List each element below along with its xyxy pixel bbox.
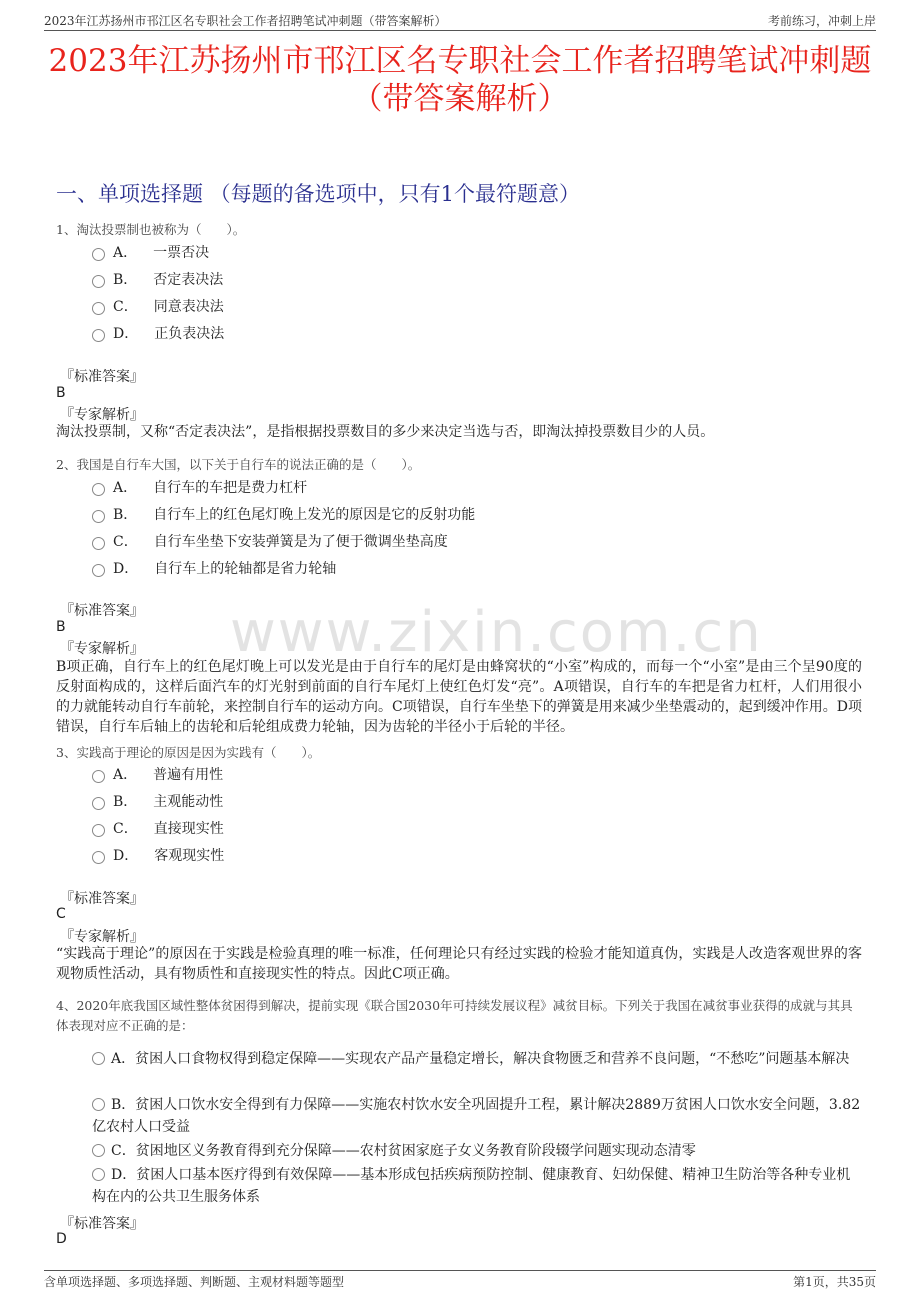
option-letter: D． bbox=[113, 848, 139, 864]
option-letter: C． bbox=[113, 534, 138, 550]
question-stem: 1、淘汰投票制也被称为（ ）。 bbox=[56, 222, 246, 237]
answer-value: C bbox=[56, 906, 66, 922]
option-text: 贫困地区义务教育得到充分保障——农村贫困家庭子女义务教育阶段辍学问题实现动态清零 bbox=[135, 1143, 696, 1159]
radio-icon[interactable] bbox=[92, 302, 105, 315]
page-footer bbox=[44, 1270, 876, 1291]
analysis-label: 『专家解析』 bbox=[60, 407, 144, 423]
option-c[interactable] bbox=[92, 531, 448, 553]
answer-value: B bbox=[56, 385, 66, 401]
option-letter: B． bbox=[113, 794, 138, 810]
radio-icon[interactable] bbox=[92, 797, 105, 810]
option-letter: B． bbox=[113, 272, 138, 288]
option-letter: A． bbox=[113, 245, 138, 261]
radio-icon[interactable] bbox=[92, 1052, 105, 1065]
answer-label: 『标准答案』 bbox=[60, 1216, 144, 1232]
radio-icon[interactable] bbox=[92, 275, 105, 288]
option-letter: C． bbox=[113, 299, 138, 315]
option-text: 客观现实性 bbox=[154, 848, 225, 864]
option-text: 贫困人口食物权得到稳定保障——实现农产品产量稳定增长，解决食物匮乏和营养不良问题，“不愁吃”问题基本解决 bbox=[135, 1051, 850, 1067]
answer-label: 『标准答案』 bbox=[60, 369, 144, 385]
option-c[interactable] bbox=[92, 296, 224, 318]
watermark: www.zixin.com.cn bbox=[230, 600, 763, 665]
option-c[interactable] bbox=[92, 1140, 862, 1162]
option-a[interactable] bbox=[92, 764, 223, 786]
option-letter: B． bbox=[113, 507, 138, 523]
option-text: 正负表决法 bbox=[154, 326, 225, 342]
option-letter: D． bbox=[113, 326, 139, 342]
option-letter: C． bbox=[111, 1143, 136, 1159]
title-line-2: （带答案解析） bbox=[351, 81, 569, 117]
analysis-text: 淘汰投票制，又称“否定表决法”，是指根据投票数目的多少来决定当选与否，即淘汰掉投票数目少的人员。 bbox=[56, 424, 715, 440]
option-text: 贫困人口饮水安全得到有力保障——实施农村饮水安全巩固提升工程，累计解决2889万贫困人口饮水安全问题，3.82亿农村人口受益 bbox=[92, 1097, 861, 1135]
question-stem: 4、2020年底我国区域性整体贫困得到解决，提前实现《联合国2030年可持续发展议程》减贫目标。下列关于我国在减贫事业获得的成就与其具体表现对应不正确的是： bbox=[56, 998, 853, 1033]
option-text: 自行车坐垫下安装弹簧是为了便于微调坐垫高度 bbox=[153, 534, 448, 550]
title-line-1: 2023年江苏扬州市邗江区名专职社会工作者招聘笔试冲刺题 bbox=[48, 43, 872, 79]
option-letter: C． bbox=[113, 821, 138, 837]
radio-icon[interactable] bbox=[92, 851, 105, 864]
answer-label: 『标准答案』 bbox=[60, 603, 144, 619]
answer-value: D bbox=[56, 1231, 67, 1247]
radio-icon[interactable] bbox=[92, 564, 105, 577]
option-letter: B． bbox=[111, 1097, 136, 1113]
radio-icon[interactable] bbox=[92, 248, 105, 261]
option-b[interactable] bbox=[92, 1094, 862, 1138]
option-d[interactable] bbox=[92, 558, 336, 580]
option-text: 自行车上的红色尾灯晚上发光的原因是它的反射功能 bbox=[153, 507, 476, 523]
page-number: 第1页，共35页 bbox=[793, 1275, 876, 1289]
option-letter: A． bbox=[111, 1051, 136, 1067]
header-slogan: 考前练习，冲刺上岸 bbox=[767, 14, 876, 28]
option-text: 直接现实性 bbox=[153, 821, 224, 837]
option-d[interactable] bbox=[92, 845, 224, 867]
header-doc-title: 2023年江苏扬州市邗江区名专职社会工作者招聘笔试冲刺题（带答案解析） bbox=[44, 14, 447, 28]
section-heading: 一、单项选择题 （每题的备选项中，只有1个最符题意） bbox=[56, 182, 581, 206]
option-letter: A． bbox=[113, 480, 138, 496]
radio-icon[interactable] bbox=[92, 537, 105, 550]
radio-icon[interactable] bbox=[92, 1098, 105, 1111]
option-a[interactable] bbox=[92, 242, 209, 264]
option-d[interactable] bbox=[92, 1164, 862, 1208]
analysis-label: 『专家解析』 bbox=[60, 641, 144, 657]
radio-icon[interactable] bbox=[92, 1144, 105, 1157]
option-text: 主观能动性 bbox=[153, 794, 224, 810]
option-text: 自行车的车把是费力杠杆 bbox=[153, 480, 308, 496]
analysis-label: 『专家解析』 bbox=[60, 929, 144, 945]
radio-icon[interactable] bbox=[92, 1168, 105, 1181]
option-a[interactable] bbox=[92, 477, 307, 499]
option-b[interactable] bbox=[92, 269, 223, 291]
radio-icon[interactable] bbox=[92, 483, 105, 496]
radio-icon[interactable] bbox=[92, 510, 105, 523]
option-text: 一票否决 bbox=[153, 245, 210, 261]
footer-question-types: 含单项选择题、多项选择题、判断题、主观材料题等题型 bbox=[44, 1275, 345, 1289]
option-text: 普遍有用性 bbox=[153, 767, 224, 783]
option-b[interactable] bbox=[92, 791, 223, 813]
option-text: 自行车上的轮轴都是省力轮轴 bbox=[154, 561, 337, 577]
radio-icon[interactable] bbox=[92, 770, 105, 783]
radio-icon[interactable] bbox=[92, 824, 105, 837]
option-b[interactable] bbox=[92, 504, 475, 526]
option-d[interactable] bbox=[92, 323, 224, 345]
option-c[interactable] bbox=[92, 818, 224, 840]
option-a[interactable] bbox=[92, 1048, 862, 1070]
option-letter: D． bbox=[111, 1167, 137, 1183]
option-letter: D． bbox=[113, 561, 139, 577]
question-stem: 3、实践高于理论的原因是因为实践有（ ）。 bbox=[56, 745, 321, 760]
option-letter: A． bbox=[113, 767, 138, 783]
analysis-text: B项正确，自行车上的红色尾灯晚上可以发光是由于自行车的尾灯是由蜂窝状的“小室”构成的，而每一个“小室”是由三个呈90度的反射面构成的，这样后面汽车的灯光射到前面的自行车尾灯上使红色灯发“亮”。A项错误，自行车的车把是省力杠杆，人们用很小的力就能转动自行车前轮，来控制自行车的运动方向。C项错误，自行车坐垫下的弹簧是用来减少坐垫震动的，起到缓冲作用。D项错误，自行车后轴上的齿轮和后轮组成费力轮轴，因为齿轮的半径小于后轮的半径。 bbox=[56, 659, 862, 735]
page-header bbox=[44, 10, 876, 31]
page-title bbox=[0, 42, 920, 118]
option-text: 否定表决法 bbox=[153, 272, 224, 288]
option-text: 贫困人口基本医疗得到有效保障——基本形成包括疾病预防控制、健康教育、妇幼保健、精神卫生防治等各种专业机构在内的公共卫生服务体系 bbox=[92, 1167, 851, 1205]
option-text: 同意表决法 bbox=[153, 299, 224, 315]
answer-value: B bbox=[56, 619, 66, 635]
radio-icon[interactable] bbox=[92, 329, 105, 342]
answer-label: 『标准答案』 bbox=[60, 891, 144, 907]
question-stem: 2、我国是自行车大国，以下关于自行车的说法正确的是（ ）。 bbox=[56, 457, 421, 472]
analysis-text: “实践高于理论”的原因在于实践是检验真理的唯一标准，任何理论只有经过实践的检验才能知道真伪，实践是人改造客观世界的客观物质性活动，具有物质性和直接现实性的特点。因此C项正确。 bbox=[56, 946, 862, 982]
